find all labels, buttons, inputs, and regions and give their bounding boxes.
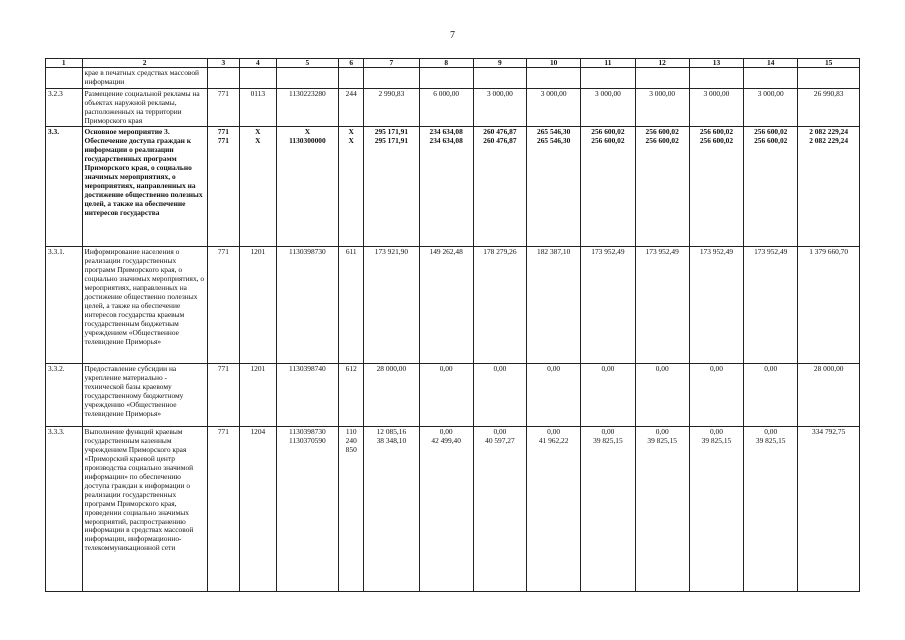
cell-text: 244	[345, 88, 357, 98]
cell-text: 0,00	[439, 364, 453, 374]
table-cell	[419, 364, 473, 427]
table-cell	[207, 247, 239, 364]
page-number: 7	[450, 30, 455, 41]
cell-text: 771	[217, 364, 229, 374]
cell-text: 12 085,16	[376, 427, 407, 437]
cell-text: 256 600,02	[754, 136, 788, 146]
cell-text: крае в печатных средствах массовой информации	[84, 68, 199, 86]
cell-text: 0,00	[493, 364, 507, 374]
cell-text: 256 600,02	[754, 127, 788, 137]
cell-text: 2 990,83	[378, 88, 405, 98]
cell-text: X	[348, 136, 354, 146]
cell-text: 3.2.3	[48, 88, 63, 98]
table-row	[46, 427, 860, 592]
cell-text: 611	[345, 247, 357, 257]
cell-text: 771	[217, 88, 229, 98]
cell-text: 295 171,91	[374, 136, 409, 146]
table-cell	[419, 88, 473, 127]
cell-text: 1 379 660,70	[809, 247, 849, 257]
table-cell	[473, 127, 526, 247]
cell-text: 256 600,02	[591, 136, 625, 146]
cell-text: 0,00	[709, 427, 723, 437]
table-cell	[527, 88, 581, 127]
cell-text: 260 476,87	[483, 136, 517, 146]
cell-text: 0113	[250, 88, 266, 98]
cell-text: 0,00	[547, 364, 561, 374]
cell-text: 173 952,49	[591, 247, 625, 257]
table-row	[46, 88, 860, 127]
table-cell	[276, 127, 339, 247]
table-cell	[527, 247, 581, 364]
table-cell	[339, 427, 364, 592]
cell-text: 1201	[250, 247, 266, 257]
cell-text: 173 921,90	[374, 247, 409, 257]
description-cell	[82, 68, 207, 89]
cell-text: 178 279,26	[483, 247, 517, 257]
table-cell	[473, 247, 526, 364]
cell-text: Предоставление субсидии на укрепление материально - технической базы краевому государственному бюджетному учреждению «Общественное телевидение Приморья»	[84, 364, 184, 418]
table-cell	[276, 427, 339, 592]
table-cell	[207, 68, 239, 89]
table-cell	[798, 247, 860, 364]
header-cell: 5	[276, 59, 339, 68]
cell-text: X	[348, 127, 354, 137]
table-row	[46, 127, 860, 247]
table-cell	[419, 68, 473, 89]
table-cell	[744, 88, 798, 127]
cell-text: 771	[217, 136, 229, 146]
cell-text: 260 476,87	[483, 127, 517, 137]
table-cell	[473, 88, 526, 127]
cell-text: 256 600,02	[645, 136, 679, 146]
cell-text: 334 792,75	[812, 427, 846, 437]
cell-text: 0,00	[493, 427, 507, 437]
cell-text: 1130370590	[289, 436, 326, 446]
table-cell	[689, 247, 743, 364]
cell-text: 3.3.2.	[48, 364, 65, 374]
cell-text: 3.3.3.	[48, 427, 65, 437]
cell-text: 850	[345, 445, 357, 455]
table-cell	[798, 427, 860, 592]
cell-text: X	[304, 127, 311, 137]
cell-text: 1130398730	[289, 247, 326, 257]
table-cell	[635, 427, 689, 592]
cell-text: 173 952,49	[645, 247, 679, 257]
cell-text: 39 825,15	[593, 436, 623, 446]
table-cell	[744, 427, 798, 592]
table-cell	[207, 427, 239, 592]
cell-text: 110	[345, 427, 357, 437]
cell-text: 40 597,27	[485, 436, 515, 446]
description-cell	[82, 247, 207, 364]
table-cell	[364, 247, 419, 364]
cell-text: Размещение социальной рекламы на объектах наружной рекламы, расположенных на территории Приморского края	[84, 88, 200, 125]
cell-text: 3.3.1.	[48, 247, 65, 257]
table-cell	[798, 88, 860, 127]
cell-text: 240	[345, 436, 357, 446]
cell-text: 0,00	[709, 364, 723, 374]
table-cell	[276, 247, 339, 364]
cell-text: 265 546,30	[537, 127, 571, 137]
table-cell	[364, 364, 419, 427]
table-row	[46, 247, 860, 364]
header-cell: 1	[46, 59, 83, 68]
table-cell	[240, 127, 277, 247]
table-cell	[527, 68, 581, 89]
header-cell: 15	[798, 59, 860, 68]
table-cell	[635, 247, 689, 364]
header-row	[46, 59, 860, 68]
table-cell	[798, 127, 860, 247]
description-cell	[82, 88, 207, 127]
cell-text: Выполнение функций краевым государственным казенным учреждением Приморского края «Приморский краевой центр производства социально значимой информации» по обеспечению доступа граждан к информации о реализации государственных программ Приморского края, проведении социально значимых мероприятий, распространению информации в средствах массовой информации, информационно-телекоммуникационной сети	[84, 427, 194, 553]
cell-text: 1201	[250, 364, 266, 374]
cell-text: 1130398740	[289, 364, 326, 374]
header-cell: 6	[339, 59, 364, 68]
table-cell	[364, 88, 419, 127]
table-cell	[207, 88, 239, 127]
cell-text: 256 600,02	[591, 127, 625, 137]
table-cell	[419, 427, 473, 592]
table-cell	[240, 68, 277, 89]
cell-text: 26 990,83	[813, 88, 844, 98]
cell-text: 0,00	[655, 364, 669, 374]
table-cell	[581, 364, 635, 427]
cell-text: X	[255, 127, 261, 137]
cell-text: 2 082 229,24	[809, 136, 849, 146]
cell-text: 39 825,15	[755, 436, 786, 446]
cell-text: 234 634,08	[429, 136, 463, 146]
table-cell	[744, 364, 798, 427]
cell-text: 0,00	[601, 364, 615, 374]
cell-text: 0,00	[439, 427, 453, 437]
cell-text: 256 600,02	[699, 127, 734, 137]
cell-text: 1204	[250, 427, 266, 437]
table-cell	[635, 364, 689, 427]
cell-text: 149 262,48	[429, 247, 463, 257]
cell-text: 1130223280	[289, 88, 326, 98]
cell-text: 38 348,10	[376, 436, 407, 446]
cell-text: 3 000,00	[757, 88, 784, 98]
table-cell	[689, 127, 743, 247]
table-cell	[276, 364, 339, 427]
budget-table	[45, 58, 860, 592]
cell-text: 1130300000	[289, 136, 326, 146]
table-cell	[339, 364, 364, 427]
cell-text: 28 000,00	[376, 364, 407, 374]
header-cell: 4	[240, 59, 277, 68]
table-cell	[240, 247, 277, 364]
header-cell: 7	[364, 59, 419, 68]
table-cell	[744, 68, 798, 89]
cell-text: X	[255, 136, 261, 146]
cell-text: 28 000,00	[813, 364, 844, 374]
cell-text: 3 000,00	[486, 88, 513, 98]
table-cell	[46, 88, 83, 127]
cell-text: 256 600,02	[645, 127, 679, 137]
header-cell: 12	[635, 59, 689, 68]
cell-text: 0,00	[547, 427, 561, 437]
table-cell	[46, 68, 83, 89]
cell-text: 612	[345, 364, 357, 374]
cell-text: 41 962,22	[538, 436, 569, 446]
table-cell	[527, 364, 581, 427]
table-cell	[635, 88, 689, 127]
cell-text: 1130398730	[289, 427, 326, 437]
cell-text: 3 000,00	[594, 88, 621, 98]
table-cell	[240, 364, 277, 427]
cell-text: 234 634,08	[429, 127, 463, 137]
cell-text: Основное мероприятие 3. Обеспечение доступа граждан к информации о реализации государственных программ Приморского края, о социально значимых мероприятиях, о мероприятиях, направленных на достижение общественно полезных целей, а также на обеспечение интересов государства	[84, 127, 203, 217]
description-cell	[82, 364, 207, 427]
table-cell	[240, 427, 277, 592]
table-cell	[46, 247, 83, 364]
table-cell	[46, 427, 83, 592]
table-cell	[419, 247, 473, 364]
cell-text: 0,00	[764, 427, 778, 437]
cell-text: 265 546,30	[537, 136, 571, 146]
cell-text: 3 000,00	[540, 88, 567, 98]
cell-text: 182 387,10	[537, 247, 571, 257]
cell-text: 39 825,15	[701, 436, 732, 446]
cell-text: 0,00	[655, 427, 669, 437]
cell-text: 771	[217, 127, 229, 137]
table-cell	[581, 247, 635, 364]
table-cell	[339, 68, 364, 89]
header-cell: 14	[744, 59, 798, 68]
table-cell	[473, 364, 526, 427]
header-cell: 10	[527, 59, 581, 68]
cell-text: 771	[217, 427, 229, 437]
header-cell: 8	[419, 59, 473, 68]
header-cell: 3	[207, 59, 239, 68]
cell-text: 173 952,49	[754, 247, 788, 257]
table-cell	[581, 88, 635, 127]
cell-text: 771	[217, 247, 229, 257]
table-cell	[339, 88, 364, 127]
table-cell	[527, 127, 581, 247]
table-row	[46, 364, 860, 427]
cell-text: 3 000,00	[649, 88, 676, 98]
header-cell: 2	[82, 59, 207, 68]
table-cell	[689, 68, 743, 89]
cell-text: 6 000,00	[433, 88, 460, 98]
table-cell	[581, 427, 635, 592]
table-cell	[473, 68, 526, 89]
table-cell	[798, 364, 860, 427]
table-cell	[207, 364, 239, 427]
cell-text: 3 000,00	[703, 88, 730, 98]
table-cell	[207, 127, 239, 247]
description-cell	[82, 127, 207, 247]
header-cell: 11	[581, 59, 635, 68]
cell-text: 42 499,40	[431, 436, 461, 446]
table-cell	[744, 247, 798, 364]
table-cell	[46, 127, 83, 247]
table-cell	[276, 88, 339, 127]
table-cell	[339, 247, 364, 364]
cell-text: 39 825,15	[647, 436, 677, 446]
table-cell	[364, 68, 419, 89]
cell-text: 0,00	[601, 427, 615, 437]
table-cell	[635, 68, 689, 89]
cell-text: 3.3.	[48, 127, 60, 137]
cell-text: Информирование населения о реализации государственных программ Приморского края, о социально значимых мероприятиях, о мероприятиях, направленных на достижение общественно полезных целей, а также на обеспечение интересов государства краевым государственным бюджетным учреждением «Общественное телевидение Приморья»	[84, 247, 205, 346]
table-cell	[46, 364, 83, 427]
cell-text: 295 171,91	[374, 127, 409, 137]
table-cell	[689, 364, 743, 427]
cell-text: 256 600,02	[699, 136, 734, 146]
table-cell	[419, 127, 473, 247]
table-cell	[581, 127, 635, 247]
table-cell	[635, 127, 689, 247]
cell-text: 0,00	[764, 364, 778, 374]
table-cell	[689, 427, 743, 592]
table-cell	[364, 427, 419, 592]
table-cell	[527, 427, 581, 592]
table-cell	[798, 68, 860, 89]
table-cell	[689, 88, 743, 127]
table-cell	[276, 68, 339, 89]
table-cell	[473, 427, 526, 592]
cell-text: 2 082 229,24	[809, 127, 849, 137]
table-row	[46, 68, 860, 89]
table-cell	[240, 88, 277, 127]
table-cell	[339, 127, 364, 247]
table-cell	[744, 127, 798, 247]
header-cell: 13	[689, 59, 743, 68]
header-cell: 9	[473, 59, 526, 68]
table-cell	[364, 127, 419, 247]
table-cell	[581, 68, 635, 89]
description-cell	[82, 427, 207, 592]
cell-text: 173 952,49	[699, 247, 734, 257]
